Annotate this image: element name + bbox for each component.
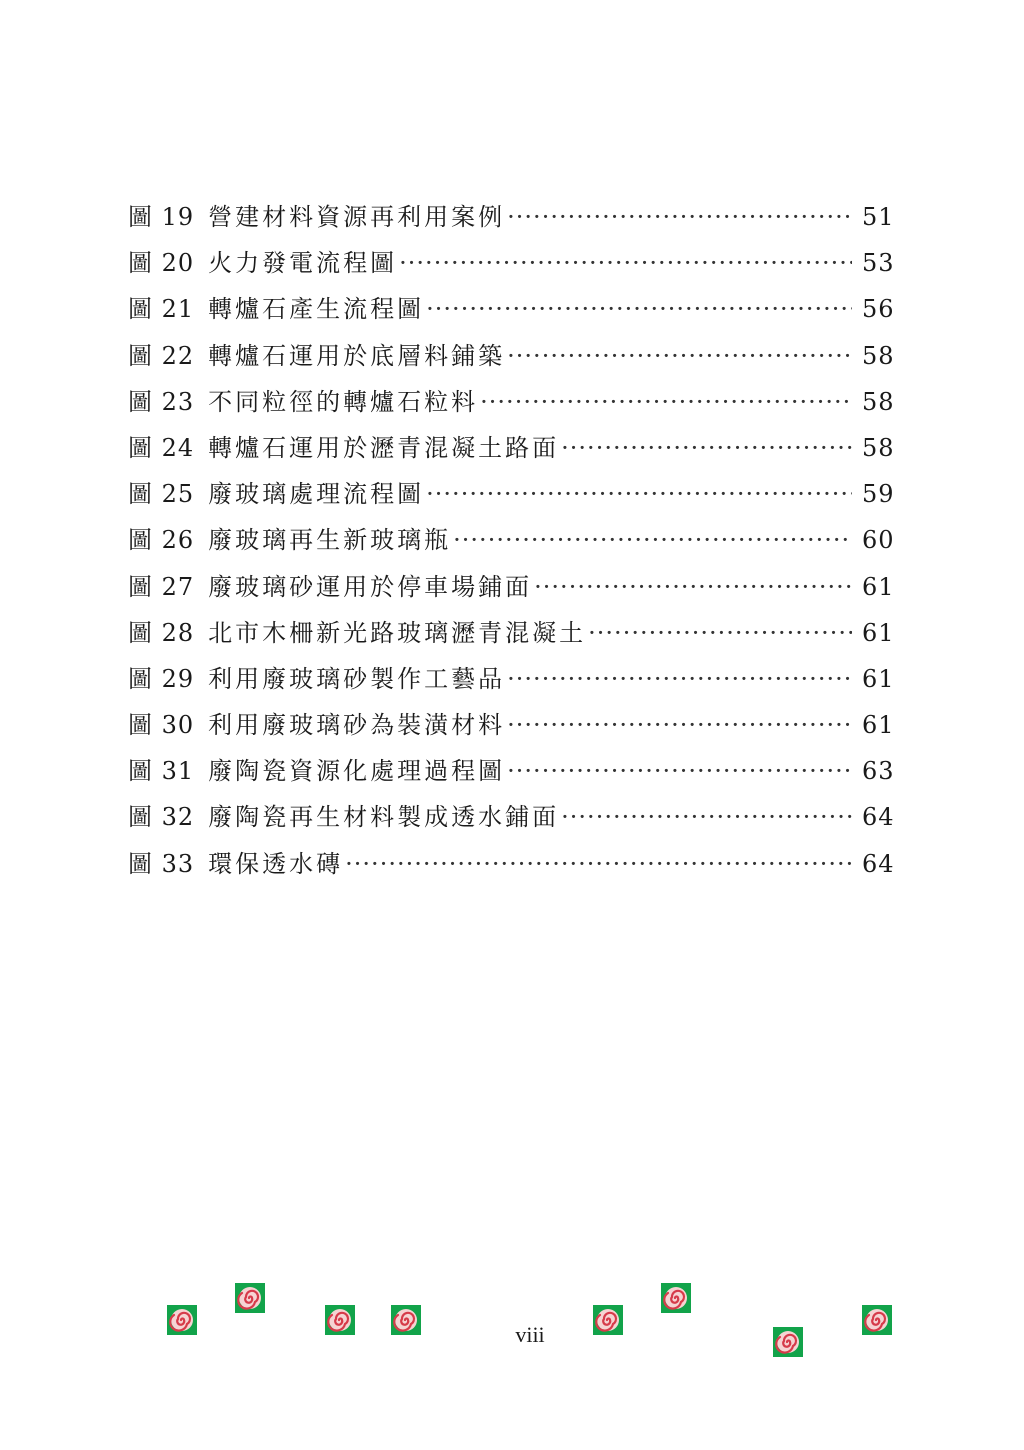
toc-entry[interactable] xyxy=(128,425,895,471)
swirl-icon xyxy=(235,1283,265,1313)
figure-number: 圖 27 xyxy=(128,572,195,601)
figure-title: 廢陶瓷資源化處理過程圖 xyxy=(208,757,506,786)
toc-entry[interactable] xyxy=(128,194,895,240)
dot-leader xyxy=(453,517,852,563)
page-ref: 58 xyxy=(862,433,895,462)
page-ref: 56 xyxy=(862,295,895,324)
dot-leader xyxy=(507,656,852,702)
page-ref: 61 xyxy=(862,572,895,601)
figure-title: 廢玻璃砂運用於停車場鋪面 xyxy=(208,572,533,601)
page-ref: 61 xyxy=(862,664,895,693)
toc-entry[interactable] xyxy=(128,379,895,425)
figure-title: 不同粒徑的轉爐石粒料 xyxy=(208,387,479,416)
dot-leader xyxy=(507,748,852,794)
toc-entry[interactable] xyxy=(128,240,895,286)
figure-title: 廢玻璃再生新玻璃瓶 xyxy=(208,526,452,555)
figure-title: 轉爐石產生流程圖 xyxy=(208,295,425,324)
figure-number: 圖 32 xyxy=(128,803,195,832)
dot-leader xyxy=(588,610,852,656)
page-ref: 59 xyxy=(862,480,895,509)
toc-entry[interactable] xyxy=(128,517,895,563)
figure-number: 圖 24 xyxy=(128,433,195,462)
dot-leader xyxy=(561,794,852,840)
toc-entry[interactable] xyxy=(128,702,895,748)
dot-leader xyxy=(507,194,852,240)
table-of-figures xyxy=(128,194,895,887)
page-ref: 53 xyxy=(862,249,895,278)
figure-title: 火力發電流程圖 xyxy=(208,249,398,278)
toc-entry[interactable] xyxy=(128,471,895,517)
dot-leader xyxy=(345,841,852,887)
toc-entry[interactable] xyxy=(128,656,895,702)
toc-entry[interactable] xyxy=(128,841,895,887)
figure-title: 利用廢玻璃砂為裝潢材料 xyxy=(208,711,506,740)
figure-title: 轉爐石運用於瀝青混凝土路面 xyxy=(208,433,560,462)
figure-number: 圖 22 xyxy=(128,341,195,370)
page-ref: 64 xyxy=(862,849,895,878)
figure-number: 圖 28 xyxy=(128,618,195,647)
dot-leader xyxy=(561,425,852,471)
swirl-icon xyxy=(661,1283,691,1313)
toc-entry[interactable] xyxy=(128,794,895,840)
figure-title: 轉爐石運用於底層料鋪築 xyxy=(208,341,506,370)
figure-number: 圖 25 xyxy=(128,480,195,509)
dot-leader xyxy=(507,333,852,379)
figure-number: 圖 19 xyxy=(128,203,195,231)
page-ref: 58 xyxy=(862,341,895,370)
toc-entry[interactable] xyxy=(128,748,895,794)
figure-title: 北市木柵新光路玻璃瀝青混凝土 xyxy=(208,618,587,647)
page-ref: 51 xyxy=(862,203,895,231)
figure-title: 環保透水磚 xyxy=(208,849,344,878)
page-number: viii xyxy=(515,1322,545,1347)
figure-number: 圖 23 xyxy=(128,387,195,416)
page-ref: 61 xyxy=(862,711,895,740)
dot-leader xyxy=(534,564,852,610)
page-ref: 64 xyxy=(862,803,895,832)
toc-entry[interactable] xyxy=(128,333,895,379)
figure-title: 廢陶瓷再生材料製成透水鋪面 xyxy=(208,803,560,832)
figure-number: 圖 26 xyxy=(128,526,195,555)
dot-leader xyxy=(426,286,852,332)
dot-leader xyxy=(426,471,852,517)
toc-entry[interactable] xyxy=(128,286,895,332)
page-ref: 60 xyxy=(862,526,895,555)
dot-leader xyxy=(480,379,852,425)
dot-leader xyxy=(507,702,852,748)
figure-number: 圖 31 xyxy=(128,757,195,786)
toc-entry[interactable] xyxy=(128,610,895,656)
page-ref: 63 xyxy=(862,757,895,786)
figure-title: 利用廢玻璃砂製作工藝品 xyxy=(208,664,506,693)
dot-leader xyxy=(399,240,852,286)
figure-number: 圖 20 xyxy=(128,249,195,278)
figure-number: 圖 33 xyxy=(128,849,195,878)
figure-number: 圖 21 xyxy=(128,295,195,324)
figure-number: 圖 30 xyxy=(128,711,195,740)
toc-entry[interactable] xyxy=(128,564,895,610)
figure-title: 營建材料資源再利用案例 xyxy=(208,203,506,231)
figure-number: 圖 29 xyxy=(128,664,195,693)
page-ref: 58 xyxy=(862,387,895,416)
figure-title: 廢玻璃處理流程圖 xyxy=(208,480,425,509)
page-ref: 61 xyxy=(862,618,895,647)
